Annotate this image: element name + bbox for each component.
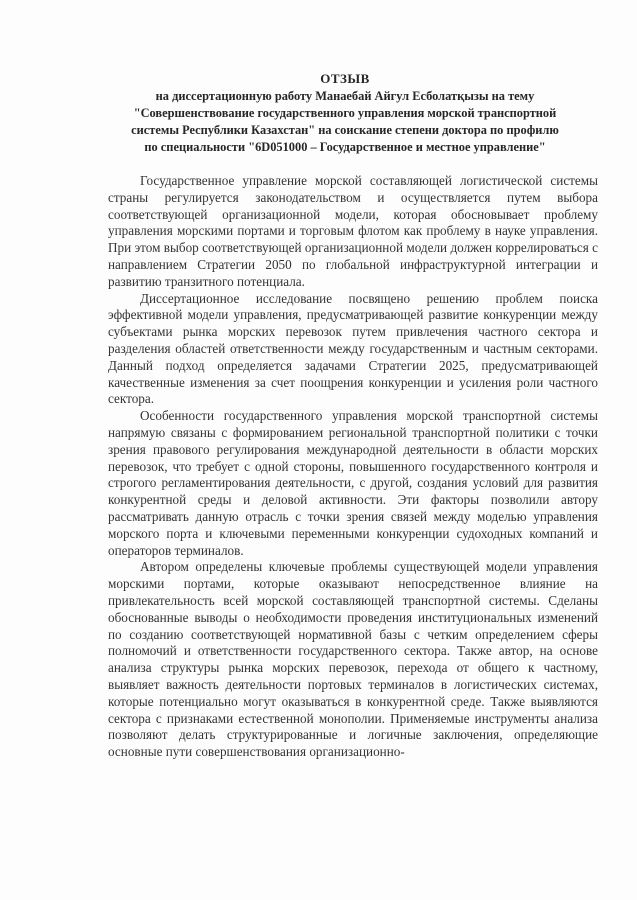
subtitle-line: по специальности "6D051000 – Государственное и местное управление" <box>144 140 546 154</box>
paragraph: Диссертационное исследование посвящено решению проблем поиска эффективной модели управления, предусматривающей развитие конкуренции между субъектами рынка морских перевозок путем привлечения частного сектора и разделения областей ответственности между государственным и частным секторами. Данный подход определяется задачами Стратегии 2025, предусматривающей качественные изменения за счет поощрения конкуренции и усиления роли частного сектора. <box>108 290 598 407</box>
paragraph: Особенности государственного управления морской транспортной системы напрямую связаны с формированием региональной транспортной политики с точки зрения правового регулирования международной деятельности в области морских перевозок, что требует с одной стороны, повышенного государственного контроля и строгого регламентирования деятельности, с другой, создания условий для развития конкурентной среды и деловой активности. Эти факторы позволили автору рассматривать данную отрасль с точки зрения связей между моделью управления морского порта и ключевыми переменными конкуренции судоходных компаний и операторов терминалов. <box>108 408 598 558</box>
paragraph: Автором определены ключевые проблемы существующей модели управления морскими портами, которые оказывают непосредственное влияние на привлекательность всей морской составляющей транспортной системы. Сделаны обоснованные выводы о необходимости проведения институциональных изменений по созданию соответствующей нормативной базы с четким определением сферы полномочий и ответственности государственного сектора. Также автор, на основе анализа структуры рынка морских перевозок, перехода от общего к частному, выявляет важность деятельности портовых терминалов в логистических системах, которые потенциально могут оказываться в конкурентной среде. Также выявляются сектора с признаками естественной монополии. Применяемые инструменты анализа позволяют делать структурированные и логичные заключения, определяющие основные пути совершенствования организационно- <box>108 559 598 760</box>
subtitle-line: "Совершенствование государственного управления морской транспортной <box>133 106 557 120</box>
document-body <box>108 173 598 761</box>
paragraph: Государственное управление морской составляющей логистической системы страны регулируется законодательством и осуществляется путем выбора соответствующей организационной модели, которая обосновывает проблему управления морскими портами и торговым флотом как проблему в науке управления. При этом выбор соответствующей организационной модели должен коррелироваться с направлением Стратегии 2050 по глобальной инфраструктурной интеграции и развитию транзитного потенциала. <box>108 173 598 289</box>
subtitle-line: на диссертационную работу Манаебай Айгул Есболатқызы на тему <box>155 89 535 103</box>
document-header <box>100 70 590 156</box>
document-title: ОТЗЫВ <box>320 71 370 86</box>
subtitle-line: системы Республики Казахстан" на соискание степени доктора по профилю <box>131 123 559 137</box>
